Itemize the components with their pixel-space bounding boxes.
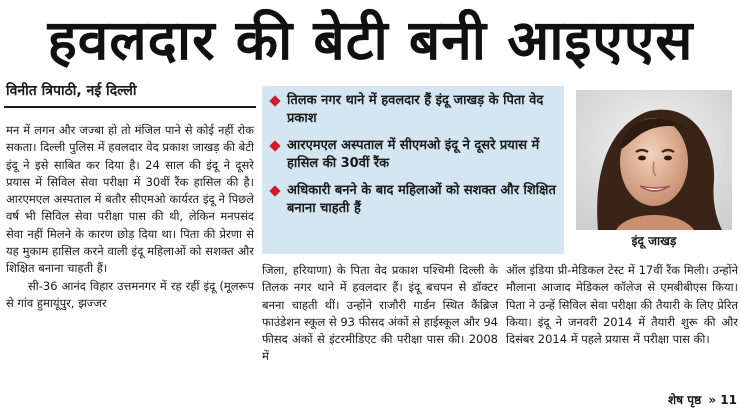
diamond-bullet-icon [269, 95, 280, 106]
photo-panel [570, 86, 738, 254]
highlight-item [268, 137, 558, 173]
paragraph-continued: ऑल इंडिया प्री-मेडिकल टेस्ट में 17वीं रैंक मिली। उन्होंने मौलाना आजाद मेडिकल कॉलेज से एमबीबीएस किया। पिता ने उन्हें सिविल सेवा परीक्षा की तैयारी के लिए प्रेरित किया। इंदू ने जनवरी 2014 में तैयारी शुरू की और दिसंबर 2014 में पहले प्रयास में परीक्षा पास की। [506, 263, 738, 347]
highlight-item [268, 92, 558, 128]
headline: हवलदार की बेटी बनी आइएएस [47, 8, 694, 72]
highlight-item [268, 182, 558, 218]
paragraph-intro: मन में लगन और जज्बा हो तो मंजिल पाने से कोई नहीं रोक सकता। दिल्ली पुलिस में हवलदार वेद प्रकाश जाखड़ की बेटी इंदू ने इसे साबित कर दिया है। 24 साल की इंदू ने दूसरे प्रयास में सिविल सेवा परीक्षा में 30वीं रैंक हासिल की है। आरएमएल अस्पताल में बतौर सीएमओ कार्यरत इंदू ने पिछले वर्ष भी सिविल सेवा परीक्षा पास की थी, लेकिन मनपसंद सेवा नहीं मिलने के कारण छोड़ दिया था। पिता की प्रेरणा से यह मुकाम हासिल करने वाली इंदू महिलाओं को सशक्त और शिक्षित बनाना चाहती हैं। [6, 123, 254, 276]
continued-page-number: 11 [720, 393, 737, 407]
highlight-text: तिलक नगर थाने में हवलदार हैं इंदू जाखड़ के पिता वेद प्रकाश [287, 93, 544, 126]
continued-on-page [668, 391, 737, 408]
paragraph-second: सी-36 आनंद विहार उत्तमनगर में रह रहीं इंदू (मूलरूप से गांव हुमायूंपुर, झज्जर [6, 278, 254, 310]
diamond-bullet-icon [269, 140, 280, 151]
article-column-3 [506, 262, 738, 348]
continued-arrow-icon: » [708, 393, 717, 407]
continued-label: शेष पृष्ठ [667, 393, 702, 407]
diamond-bullet-icon [269, 185, 280, 196]
article-column-2 [262, 262, 498, 366]
highlights-box [262, 86, 564, 254]
byline: विनीत त्रिपाठी, नई दिल्ली [6, 83, 137, 99]
highlight-text: अधिकारी बनने के बाद महिलाओं को सशक्त और शिक्षित बनाना चाहती हैं [287, 183, 556, 216]
paragraph-continued: जिला, हरियाणा) के पिता वेद प्रकाश पश्चिमी दिल्ली के तिलक नगर थाने में हवलदार हैं। इंदू बचपन से डॉक्टर बनना चाहती थीं। उन्होंने राजौरी गार्डन स्थित कैंब्रिज फाउंडेशन स्कूल से 93 फीसद अंकों से हाईस्कूल और 94 फीसद अंकों से इंटरमीडिएट की परीक्षा पास की। 2008 में [262, 263, 498, 364]
portrait-icon [576, 90, 732, 230]
highlight-text: आरएमएल अस्पताल में सीएमओ इंदू ने दूसरे प्रयास में हासिल की 30वीं रैंक [287, 138, 540, 171]
article-column-1 [6, 122, 254, 312]
byline-divider [4, 106, 256, 108]
portrait-photo [576, 90, 732, 230]
photo-caption: इंदू जाखड़ [631, 234, 677, 248]
